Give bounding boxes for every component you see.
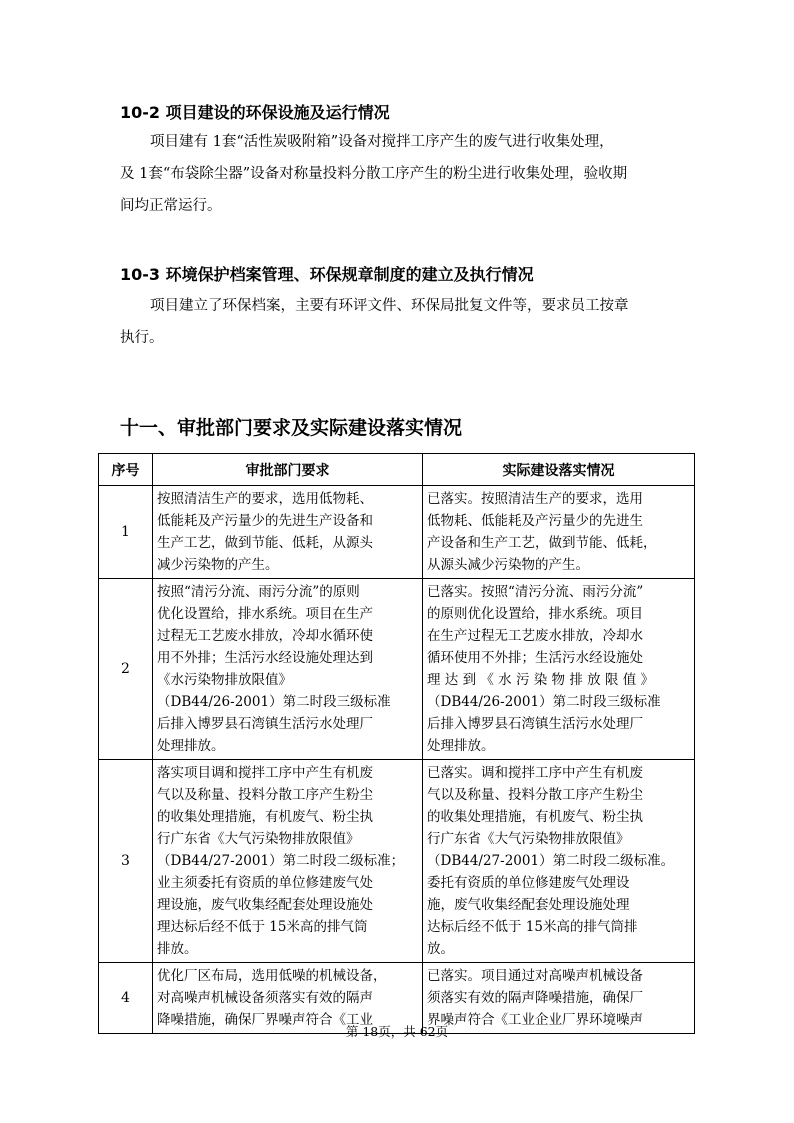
cell-line: 行广东省《大气污染物排放限值》	[157, 831, 360, 847]
cell-line: 对高噪声机械设备须落实有效的隔声	[157, 990, 373, 1006]
cell-line: 须落实有效的隔声降噪措施，确保厂	[427, 990, 643, 1006]
row-number: 1	[99, 486, 153, 579]
cell-line: 在生产过程无工艺废水排放，冷却水	[427, 628, 643, 644]
cell-line: 处理排放。	[157, 738, 225, 754]
cell-line: 后排入博罗县石湾镇生活污水处理厂	[157, 716, 373, 732]
cell-line: 《水污染物排放限值》	[157, 672, 292, 688]
col-header-number: 序号	[99, 454, 153, 486]
cell-line: 低物耗、低能耗及产污量少的先进生	[427, 513, 643, 529]
cell-line: 放。	[427, 941, 454, 957]
cell-line: 气以及称量、投料分散工序产生粉尘	[427, 787, 643, 803]
cell-line: 处理排放。	[427, 738, 495, 754]
cell-line: 的收集处理措施，有机废气、粉尘执	[427, 809, 643, 825]
requirement-cell	[153, 760, 423, 963]
cell-line: 达标后经不低于 15米高的排气筒排	[427, 919, 638, 935]
col-header-requirement: 审批部门要求	[153, 454, 423, 486]
cell-line: 减少污染物的产生。	[157, 557, 279, 573]
cell-line: 施，废气收集经配套处理设施处理	[427, 897, 630, 913]
implementation-cell	[423, 486, 695, 579]
section-10-2-heading: 10-2 项目建设的环保设施及运行情况	[120, 103, 390, 122]
row-number: 3	[99, 760, 153, 963]
cell-line: 过程无工艺废水排放，冷却水循环使	[157, 628, 373, 644]
cell-line: 已落实。项目通过对高噪声机械设备	[427, 968, 643, 984]
row-number: 4	[99, 963, 153, 1034]
implementation-cell	[423, 760, 695, 963]
cell-line: 气以及称量、投料分散工序产生粉尘	[157, 787, 373, 803]
cell-line: 落实项目调和搅拌工序中产生有机废	[157, 765, 373, 781]
page-footer: 第 18页，共 62页	[345, 1024, 449, 1039]
paragraph-line: 执行。	[120, 330, 164, 346]
cell-line: 已落实。按照“清污分流、雨污分流”	[427, 584, 644, 600]
paragraph-line: 项目建立了环保档案，主要有环评文件、环保局批复文件等，要求员工按章	[150, 298, 629, 314]
requirement-cell	[153, 486, 423, 579]
requirement-cell	[153, 579, 423, 760]
cell-line: 降噪措施，确保厂界噪声符合《工业	[157, 1012, 373, 1028]
cell-line: 低能耗及产污量少的先进生产设备和	[157, 513, 373, 529]
cell-line: 按照清洁生产的要求，选用低物耗、	[157, 491, 373, 507]
table-row	[99, 760, 695, 963]
table-header-row	[99, 454, 695, 486]
cell-line: 的原则优化设置给，排水系统。项目	[427, 606, 643, 622]
cell-line: （DB44/27-2001）第二时段二级标准；	[157, 853, 405, 869]
cell-line: 已落实。调和搅拌工序中产生有机废	[427, 765, 643, 781]
section-10-3-heading: 10-3 环境保护档案管理、环保规章制度的建立及执行情况	[120, 265, 534, 284]
cell-line: 生产工艺，做到节能、低耗，从源头	[157, 535, 373, 551]
cell-line: 用不外排；生活污水经设施处理达到	[157, 650, 373, 666]
cell-line: 行广东省《大气污染物排放限值》	[427, 831, 630, 847]
cell-line: 理达标后经不低于 15米高的排气筒	[157, 919, 368, 935]
cell-line: 循环使用不外排；生活污水经设施处	[427, 650, 643, 666]
cell-line: （DB44/26-2001）第二时段三级标准	[157, 694, 391, 710]
cell-line: 按照“清污分流、雨污分流”的原则	[157, 584, 360, 600]
cell-line: 的收集处理措施，有机废气、粉尘执	[157, 809, 373, 825]
cell-line: 产设备和生产工艺，做到节能、低耗，	[427, 535, 657, 551]
paragraph-line: 项目建有 1套“活性炭吸附箱”设备对搅拌工序产生的废气进行收集处理，	[150, 134, 614, 150]
row-number: 2	[99, 579, 153, 760]
cell-line: （DB44/26-2001）第二时段三级标准	[427, 694, 661, 710]
cell-line: 理 达 到 《 水 污 染 物 排 放 限 值 》	[427, 672, 654, 688]
cell-line: 优化厂区布局，选用低噪的机械设备，	[157, 968, 387, 984]
cell-line: 后排入博罗县石湾镇生活污水处理厂	[427, 716, 643, 732]
cell-line: 业主须委托有资质的单位修建废气处	[157, 875, 373, 891]
section-11-heading: 十一、审批部门要求及实际建设落实情况	[120, 417, 463, 439]
paragraph-line: 及 1套“布袋除尘器”设备对称量投料分散工序产生的粉尘进行收集处理，验收期	[120, 166, 628, 182]
cell-line: 委托有资质的单位修建废气处理设	[427, 875, 630, 891]
cell-line: （DB44/27-2001）第二时段二级标准。	[427, 853, 675, 869]
cell-line: 理设施，废气收集经配套处理设施处	[157, 897, 373, 913]
cell-line: 从源头减少污染物的产生。	[427, 557, 589, 573]
cell-line: 界噪声符合《工业企业厂界环境噪声	[427, 1012, 643, 1028]
cell-line: 排放。	[157, 941, 198, 957]
table-row	[99, 579, 695, 760]
cell-line: 优化设置给，排水系统。项目在生产	[157, 606, 373, 622]
implementation-cell	[423, 579, 695, 760]
requirements-table	[98, 453, 695, 1034]
paragraph-line: 间均正常运行。	[120, 198, 222, 214]
col-header-implementation: 实际建设落实情况	[423, 454, 695, 486]
cell-line: 已落实。按照清洁生产的要求，选用	[427, 491, 643, 507]
table-row	[99, 486, 695, 579]
